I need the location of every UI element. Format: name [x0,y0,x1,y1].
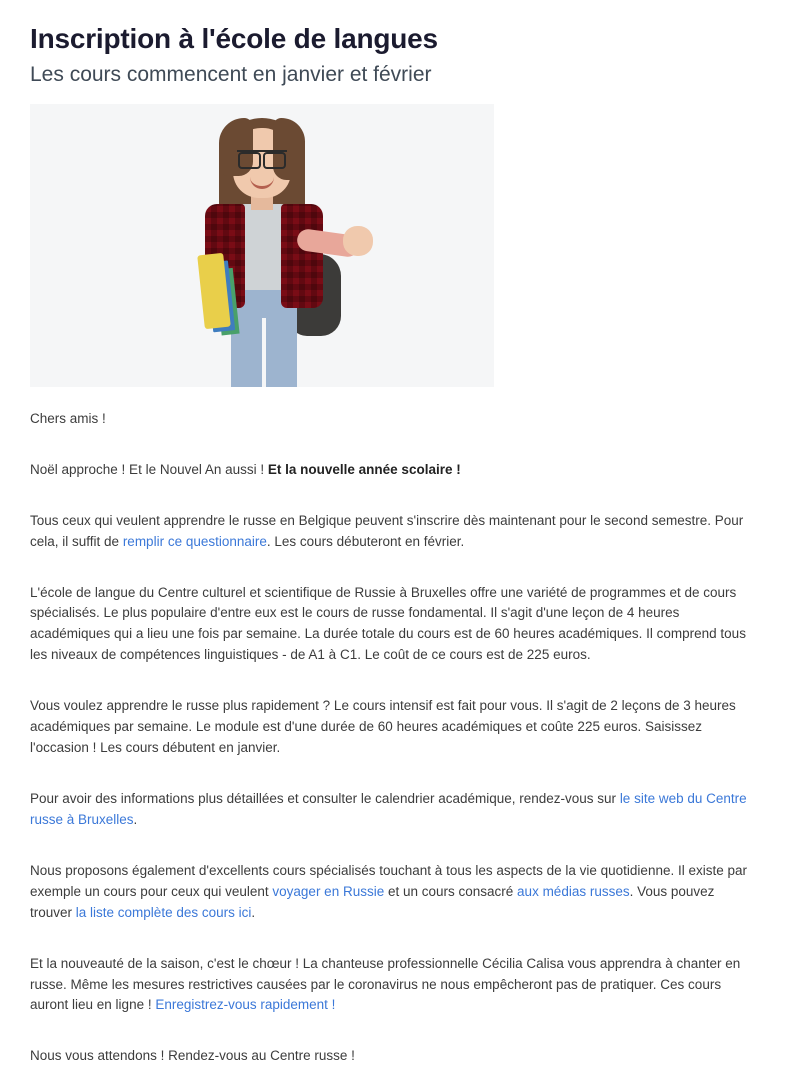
more-info-text-a: Pour avoir des informations plus détaillées et consulter le calendrier académique, rendez-vous sur [30,790,620,806]
paragraph-closing [30,1046,757,1067]
closing-text: Nous vous attendons ! Rendez-vous au Centre russe ! [30,1048,355,1064]
media-course-link[interactable]: aux médias russes [517,883,630,899]
travel-course-link[interactable]: voyager en Russie [272,883,385,899]
paragraph-choir [30,954,757,1017]
full-course-list-link[interactable]: la liste complète des cours ici [75,904,252,920]
paragraph-greeting [30,409,757,430]
register-quickly-link[interactable]: Enregistrez-vous rapidement ! [155,997,336,1013]
special-courses-text-b: et un cours consacré [384,883,518,899]
choir-text: Et la nouveauté de la saison, c'est le chœur ! La chanteuse professionnelle Cécilia Calisa vous apprendra à chanter en russe. Même les mesures restrictives causées par le coronavirus ne nous empêcheront pas de pratiquer. Ces cours auront lieu en ligne ! [30,955,741,1013]
fundamental-course-text: L'école de langue du Centre culturel et scientifique de Russie à Bruxelles offre une variété de programmes et de cours spécialisés. Le plus populaire d'entre eux est le cours de russe fondamental. Il s'agit d'une leçon de 4 heures académiques qui a lieu une fois par semaine. La durée totale du cours est de 60 heures académiques. Il comprend tous les niveaux de compétences linguistiques - de A1 à C1. Le coût de ce cours est de 225 euros. [30,584,746,663]
paragraph-registration [30,511,757,553]
hero-image [30,104,494,387]
questionnaire-link[interactable]: remplir ce questionnaire [122,533,267,549]
paragraph-new-year [30,460,757,481]
intensive-course-text: Vous voulez apprendre le russe plus rapidement ? Le cours intensif est fait pour vous. Il s'agit de 2 leçons de 3 heures académiques par semaine. Le module est d'une durée de 60 heures académiques et coûte 225 euros. Saisissez l'occasion ! Les cours débutent en janvier. [30,698,736,756]
page-title: Inscription à l'école de langues [30,23,438,54]
centre-website-link[interactable]: le site web du Centre russe à Bruxelles [30,790,747,827]
jacket-right-shape [281,204,323,308]
more-info-text-b: . [133,811,138,827]
new-school-year-text: Et la nouvelle année scolaire ! [267,461,461,477]
greeting-text: Chers amis ! [30,410,106,426]
paragraph-intensive-course [30,696,757,759]
student-illustration [147,104,377,387]
special-courses-text-d: . [251,904,256,920]
paragraph-more-info [30,789,757,831]
special-courses-text-a: Nous proposons également d'excellents cours spécialisés touchant à tous les aspects de la vie quotidienne. Il existe par exemple un cours pour ceux qui veulent [30,862,747,899]
hair-front-right-shape [273,118,305,180]
new-year-text: Noël approche ! Et le Nouvel An aussi ! [30,461,268,477]
registration-text-b: . Les cours débuteront en février. [266,533,465,549]
paragraph-fundamental-course [30,583,757,667]
hand-shape [343,226,373,256]
page-subtitle: Les cours commencent en janvier et février [30,62,432,86]
registration-text-a: Tous ceux qui veulent apprendre le russe en Belgique peuvent s'inscrire dès maintenant pour le second semestre. Pour cela, il suffit de [30,512,744,549]
glasses-icon [237,150,287,166]
paragraph-special-courses [30,861,757,924]
special-courses-text-c: . Vous pouvez trouver [30,883,715,920]
